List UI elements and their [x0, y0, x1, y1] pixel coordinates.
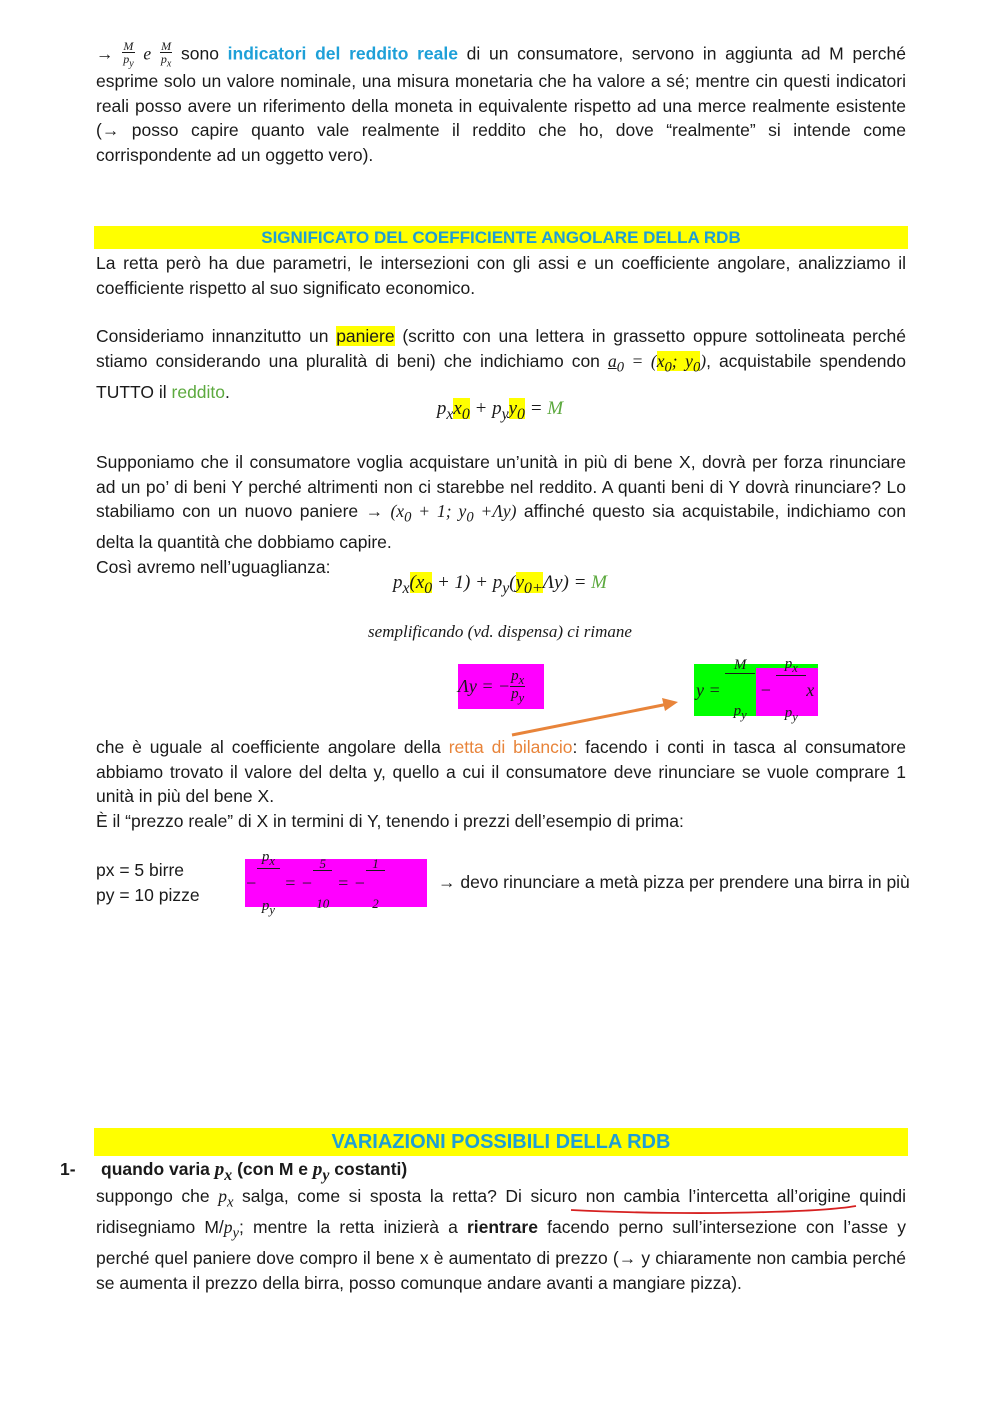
arrow-icon: →	[96, 43, 114, 64]
underlined-intercept: non cambia l’intercetta all’origine	[585, 1186, 851, 1206]
red-underline-mark	[568, 1200, 860, 1218]
paragraph-suppose: Supponiamo che il consumatore voglia acquistare un’unità in più di bene X, dovrà per forza rinunciare ad un po’ di beni Y perché altrimenti non ci starebbe nel reddito. A quanti beni di Y dovrà rinunciare? Lo stabiliamo con un nuovo paniere → ($x_0 + 1$; $y_0 +\Lambda y$) affinché questo sia acquistabile, indichiamo con delta la quantità che dobbiamo capire. Così avremo nell’uguaglianza:	[96, 452, 907, 577]
highlight-paniere: paniere	[336, 326, 395, 346]
prices-list	[96, 858, 200, 907]
reddito-word: reddito	[171, 381, 226, 402]
paragraph-px-increase: suppongo che $p_x$ salga, come si sposta la retta? Di sicuro non cambia l’intercetta all’origine quindi ridisegniamo $M/p_y$; mentre la retta inizierà a rientrare facendo perno sull’intersezione con l’asse y perché quel paniere dove compro il bene x è aumentato di prezzo (→ y chiaramente non cambia perché se aumenta il prezzo della birra, posso comunque andare avanti a mangiare pizza).	[96, 1186, 907, 1293]
formula-budget-line-box: y = $\frac{M}{p_y}$ − $\frac{p_x}{p_y}$ x	[694, 664, 818, 716]
paragraph-equality-intro: Così avremo nell’uguaglianza:	[96, 556, 331, 577]
conjunction: e	[143, 43, 152, 64]
equation-budget: $p_xx_0 + p_yy_0 = M$	[436, 398, 564, 423]
budget-line-word: retta di bilancio	[448, 737, 573, 757]
paragraph-slope-meaning: che è uguale al coefficiente angolare della retta di bilancio: facendo i conti in tasca al consumatore abbiamo trovato il valore del delta y, quello a cui il consumatore deve rinunciare se vuole comprare 1 unità in più del bene X. È il “prezzo reale” di X in termini di Y, tenendo i prezzi dell’esempio di prima:	[96, 737, 906, 831]
simplification-note: semplificando (vd. dispensa) ci rimane	[368, 622, 632, 641]
formula-real-price-box: − $\frac{p_x}{p_y}$ = − $\frac{5}{10}$ = − $\frac{1}{2}$	[245, 859, 427, 907]
equation-new-basket: $p_x(x_0 + 1) + p_y(y_{0+}\Lambda y) = M$	[393, 572, 607, 597]
arrow-icon: →	[101, 120, 120, 141]
paragraph-real-price: È il “prezzo reale” di X in termini di Y, tenendo i prezzi dell’esempio di prima:	[96, 810, 684, 831]
intro-paragraph: → $\frac{M}{p_y}$ e $\frac{M}{p_x}$ sono indicatori del reddito reale di un consumatore, servono in aggiunta ad M perché esprime solo un valore nominale, una misura monetaria che ha valore a sé; mentre cin questi indicatori reali posso avere un riferimento della moneta in equivalente rispetto ad una merce realmente esistente (→ posso capire quanto vale realmente il reddito che ho, dove “realmente” si intende come corrispondente ad un oggetto vero).	[96, 39, 906, 165]
section-title-variations: VARIAZIONI POSSIBILI DELLA RDB	[94, 1128, 908, 1156]
paragraph-parameters: La retta però ha due parametri, le intersezioni con gli assi e un coefficiente angolare, analizziamo il coefficiente rispetto al suo significato economico.	[96, 253, 906, 298]
fraction-m-over-py: $\frac{M}{p_y}$	[123, 39, 134, 70]
section-title-coefficient: SIGNIFICATO DEL COEFFICIENTE ANGOLARE DELLA RDB	[94, 226, 908, 249]
conclusion-text: → devo rinunciare a metà pizza per prendere una birra in più	[438, 872, 910, 892]
highlight-real-income: indicatori del reddito reale	[227, 43, 458, 64]
fraction-m-over-px: $\frac{M}{p_x}$	[160, 39, 172, 70]
list-item-heading: quando varia $p_x$ (con M e $p_y$ costanti)	[101, 1159, 408, 1184]
arrow-icon: →	[365, 501, 384, 521]
price-x: px = 5 birre	[96, 860, 185, 880]
formula-delta-y-box: Λy = − $\frac{p_x}{p_y}$	[458, 664, 544, 709]
arrow-icon: →	[618, 1248, 637, 1268]
list-item-number: 1-	[60, 1159, 76, 1179]
orange-arrow-icon	[500, 695, 690, 740]
price-y: py = 10 pizze	[96, 884, 200, 905]
paragraph-basket: Consideriamo innanzitutto un paniere (scritto con una lettera in grassetto oppure sottolineata perché stiamo considerando una pluralità di beni) che indichiamo con $a_0 = (x_0$; $y_0$), acquistabile spendendo TUTTO il reddito.	[96, 326, 907, 402]
